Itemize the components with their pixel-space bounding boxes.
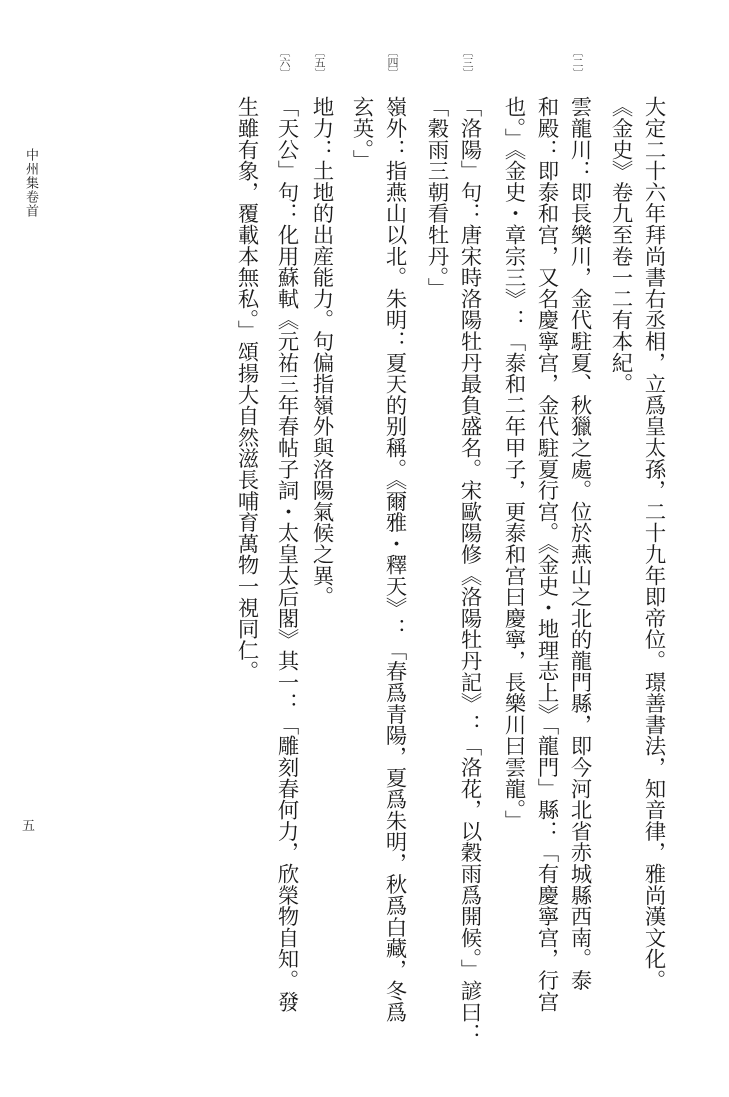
body-line-1: 大定二十六年拜尚書右丞相，立爲皇太孫，二十九年即帝位。璟善書法，知音律，雅尚漢文化。 (641, 96, 666, 991)
note-marker-3: 〔三〕 (461, 46, 474, 79)
note-marker-2: 〔二〕 (571, 46, 584, 79)
page-number: 五 (22, 819, 36, 834)
note-3-line-1: 「洛陽」句：唐宋時洛陽牡丹最負盛名。宋歐陽修《洛陽牡丹記》：「洛花，以穀雨爲開候。」諺曰： (457, 96, 482, 1044)
note-2-line-2: 和殿：即泰和宫，又名慶寧宫，金代駐夏行宫。《金史・地理志上》「龍門」縣：「有慶寧宫，行宫 (534, 96, 559, 1012)
note-2-line-3: 也。」《金史・章宗三》：「泰和二年甲子，更泰和宫曰慶寧，長樂川曰雲龍。」 (501, 96, 526, 831)
note-6-line-1: 「天公」句：化用蘇軾《元祐三年春帖子詞・太皇太后閣》其一：「雕刻春何力，欣榮物自知。發 (274, 96, 299, 1012)
note-5-line-1: 地力：土地的出産能力。句偏指嶺外與洛陽氣候之異。 (309, 96, 334, 608)
note-6-line-2: 生雖有象，覆載本無私。」頌揚大自然滋長哺育萬物一視同仁。 (234, 96, 259, 682)
running-head: 中州集卷首 (23, 148, 38, 218)
note-4-line-2: 玄英。」 (349, 96, 374, 171)
note-marker-4: 〔四〕 (386, 46, 399, 79)
note-2-line-1: 雲龍川：即長樂川，金代駐夏、秋獵之處。位於燕山之北的龍門縣，即今河北省赤城縣西南。泰 (567, 96, 592, 991)
note-marker-5: 〔五〕 (313, 46, 326, 79)
note-marker-6: 〔六〕 (278, 46, 291, 79)
body-line-2: 《金史》卷九至卷一二有本紀。 (608, 96, 633, 395)
note-4-line-1: 嶺外：指燕山以北。朱明：夏天的别稱。《爾雅・釋天》：「春爲青陽，夏爲朱明，秋爲白藏，冬爲 (382, 96, 407, 1023)
note-3-line-2: 「穀雨三朝看牡丹。」 (424, 96, 449, 299)
